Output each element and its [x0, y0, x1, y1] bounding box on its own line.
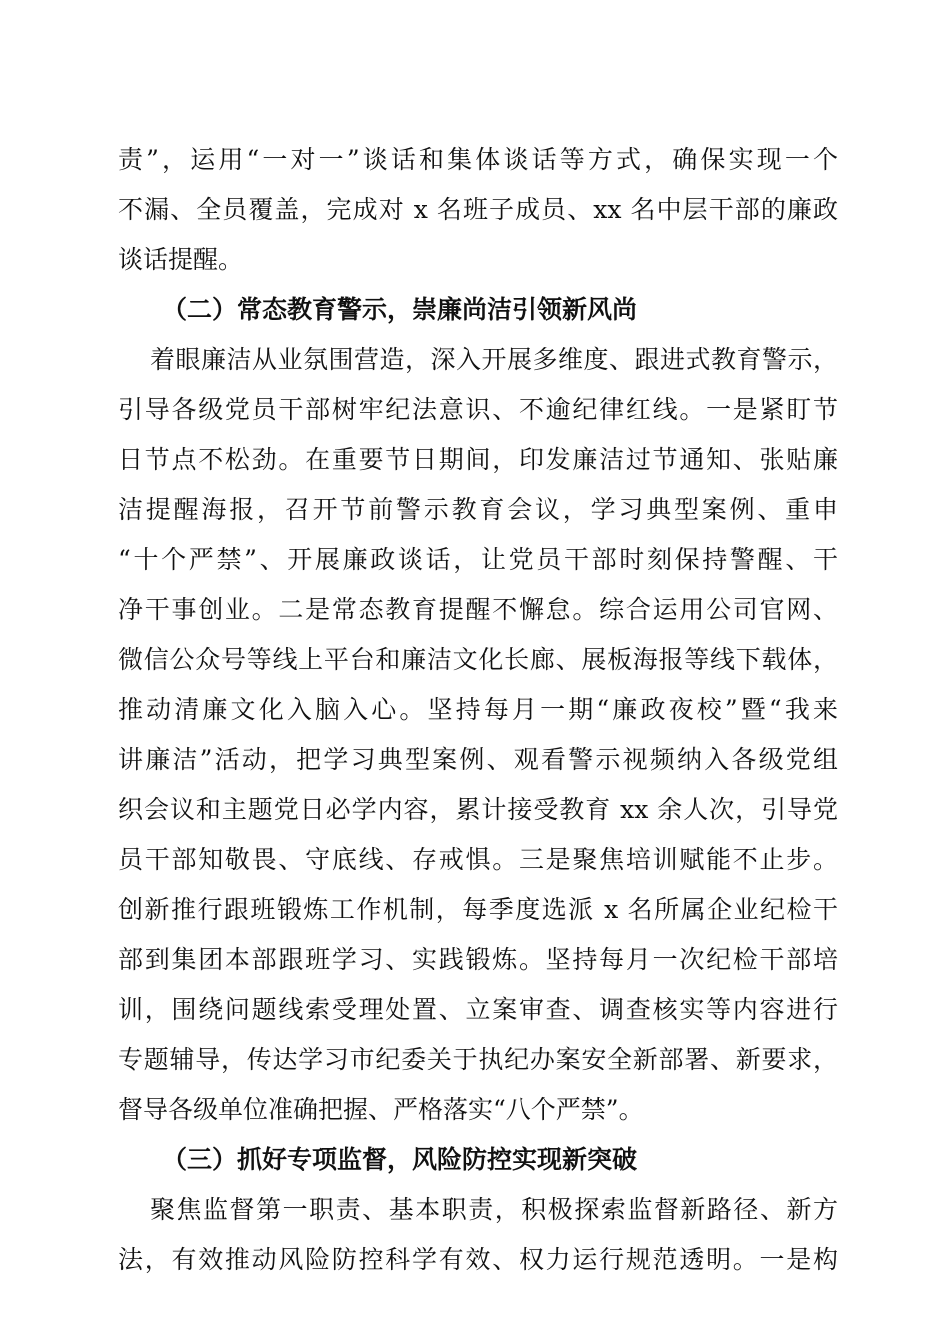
paragraph-2-line-5: “十个严禁”、开展廉政谈话，让党员干部时刻保持警醒、干	[118, 545, 838, 574]
paragraph-1-line-2: 不漏、全员覆盖，完成对 x 名班子成员、xx 名中层干部的廉政	[118, 195, 838, 224]
paragraph-2-line-10: 织会议和主题党日必学内容，累计接受教育 xx 余人次，引导党	[118, 795, 838, 824]
paragraph-2-line-3: 日节点不松劲。在重要节日期间，印发廉洁过节通知、张贴廉	[118, 445, 838, 474]
paragraph-3-line-2: 法，有效推动风险防控科学有效、权力运行规范透明。一是构	[118, 1245, 838, 1274]
paragraph-2-line-4: 洁提醒海报，召开节前警示教育会议，学习典型案例、重申	[118, 495, 838, 524]
paragraph-2-line-1: 着眼廉洁从业氛围营造，深入开展多维度、跟进式教育警示，	[150, 345, 838, 374]
paragraph-2-line-14: 训，围绕问题线索受理处置、立案审查、调查核实等内容进行	[118, 995, 838, 1024]
paragraph-1-line-1: 责”，运用“一对一”谈话和集体谈话等方式，确保实现一个	[118, 145, 838, 174]
section-heading-2: （二）常态教育警示，崇廉尚洁引领新风尚	[162, 295, 638, 324]
paragraph-2-line-15: 专题辅导，传达学习市纪委关于执纪办案安全新部署、新要求，	[118, 1045, 838, 1074]
paragraph-2-line-2: 引导各级党员干部树牢纪法意识、不逾纪律红线。一是紧盯节	[118, 395, 838, 424]
paragraph-2-line-8: 推动清廉文化入脑入心。坚持每月一期“廉政夜校”暨“我来	[118, 695, 838, 724]
paragraph-1-line-3: 谈话提醒。	[118, 245, 244, 274]
paragraph-2-line-7: 微信公众号等线上平台和廉洁文化长廊、展板海报等线下载体，	[118, 645, 838, 674]
paragraph-2-line-9: 讲廉洁”活动，把学习典型案例、观看警示视频纳入各级党组	[118, 745, 838, 774]
paragraph-2-line-16: 督导各级单位准确把握、严格落实“八个严禁”。	[118, 1095, 644, 1124]
section-heading-3: （三）抓好专项监督，风险防控实现新突破	[162, 1145, 638, 1174]
paragraph-3-line-1: 聚焦监督第一职责、基本职责，积极探索监督新路径、新方	[150, 1195, 838, 1224]
paragraph-2-line-12: 创新推行跟班锻炼工作机制，每季度选派 x 名所属企业纪检干	[118, 895, 838, 924]
paragraph-2-line-6: 净干事创业。二是常态教育提醒不懈怠。综合运用公司官网、	[118, 595, 838, 624]
paragraph-2-line-11: 员干部知敬畏、守底线、存戒惧。三是聚焦培训赋能不止步。	[118, 845, 838, 874]
paragraph-2-line-13: 部到集团本部跟班学习、实践锻炼。坚持每月一次纪检干部培	[118, 945, 838, 974]
